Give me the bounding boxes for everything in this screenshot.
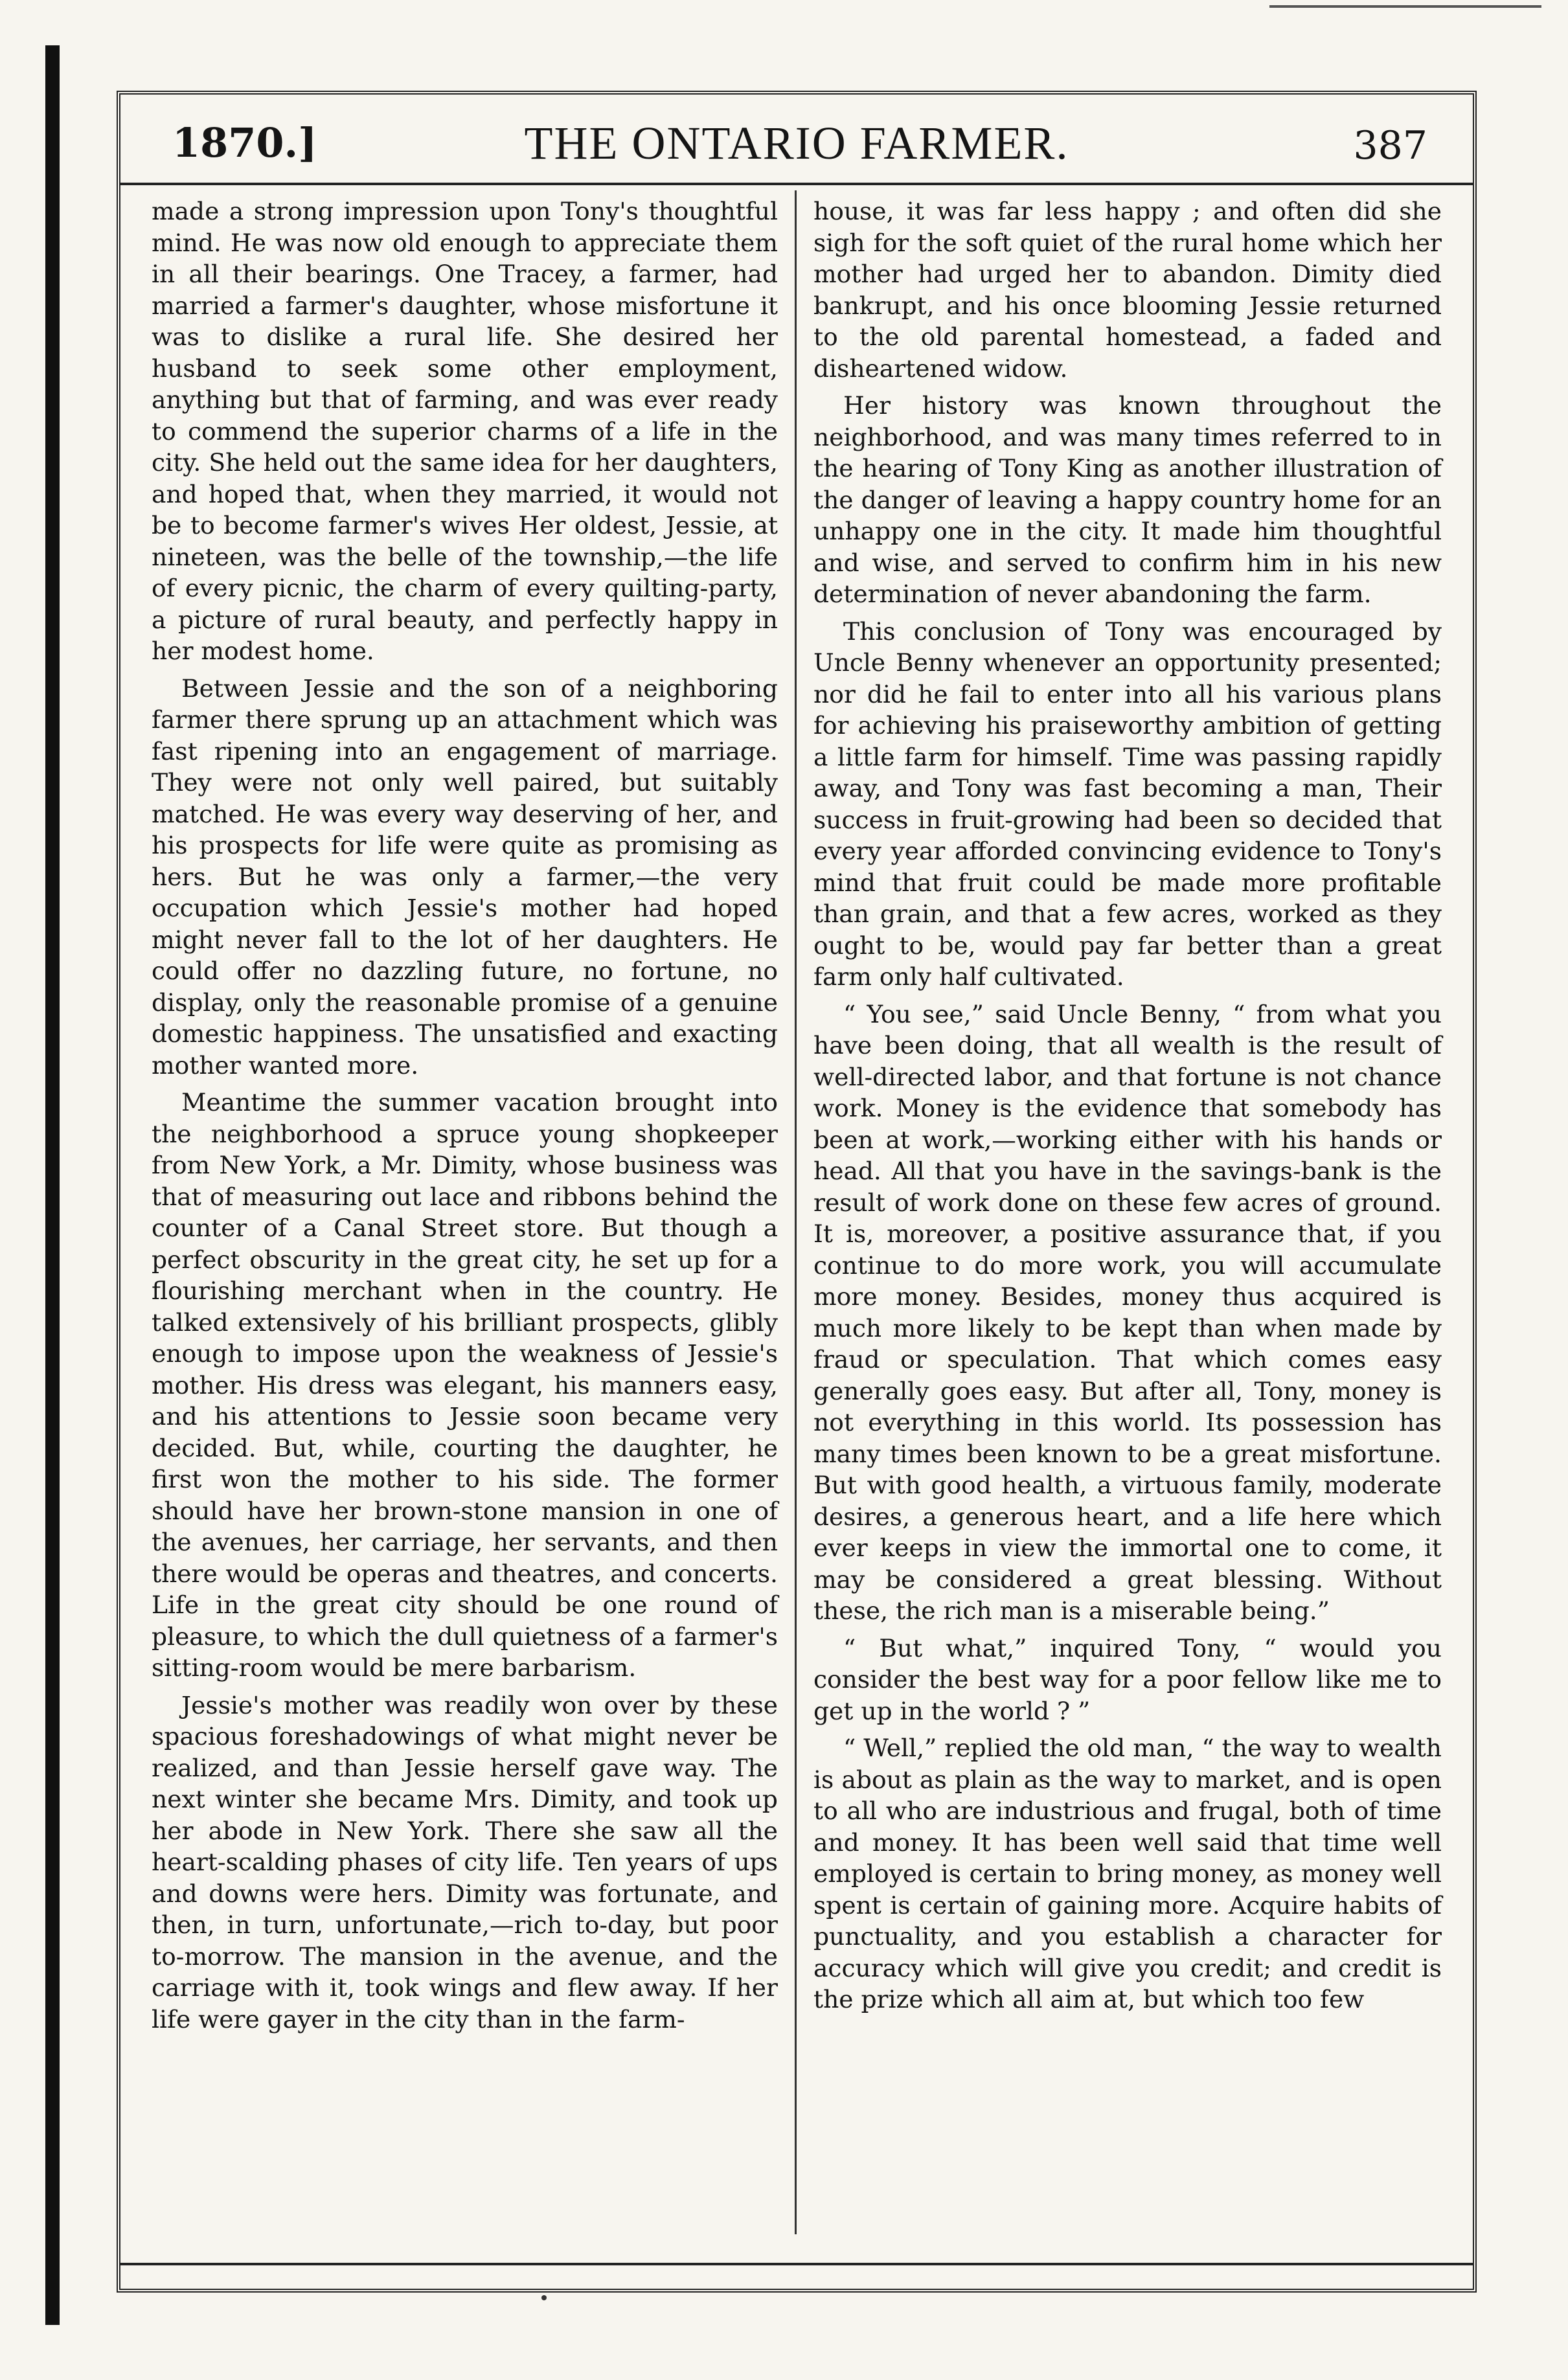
left-paragraph-3: Meantime the summer vacation brought into the neighborhood a spruce young shopkeeper from New York, a Mr. Dimity, whose business was that of measuring out lace and ribbons behind the counter of a Canal Street store. But though a perfect obscurity in the great city, he set up for a flourishing merchant when in the country. He talked extensively of his brilliant prospects, glibly enough to impose upon the weakness of Jessie's mother. His dress was elegant, his manners easy, and his attentions to Jessie soon became very decided. But, while, courting the daughter, he first won the mother to his side. The former should have her brown-stone mansion in one of the avenues, her carriage, her servants, and then there would be operas and theatres, and concerts. Life in the great city should be one round of pleasure, to which the dull quietness of a farmer's sitting-room would be mere barbarism. (152, 1088, 778, 1682)
text-columns (135, 190, 1459, 2234)
right-paragraph-2: Her history was known throughout the neighborhood, and was many times referred to in the hearing of Tony King as another illustration of the danger of leaving a happy country home for an unhappy one in the city. It made him thoughtful and wise, and served to confirm him in his new determination of never abandoning the farm. (813, 391, 1442, 608)
print-speck (541, 2295, 547, 2300)
right-paragraph-6: “ Well,” replied the old man, “ the way to wealth is about as plain as the way to market, and is open to all who are industrious and frugal, both of time and money. It has been well said that time well employed is certain to bring money, as money well spent is certain of gaining more. Acquire habits of punctuality, and you establish a character for accuracy which will give you credit; and credit is the prize which all aim at, but which too few (813, 1734, 1442, 2013)
issue-year: 1870.] (172, 119, 317, 166)
right-paragraph-5: “ But what,” inquired Tony, “ would you consider the best way for a poor fellow like me to get up in the world ? ” (813, 1633, 1442, 1725)
newspaper-page (117, 91, 1477, 2293)
top-edge-rule (1269, 5, 1541, 8)
right-paragraph-3: This conclusion of Tony was encouraged by Uncle Benny whenever an opportunity presented; nor did he fail to enter into all his various plans for achieving his praiseworthy ambition of getting a little farm for himself. Time was passing rapidly away, and Tony was fast becoming a man, Their success in fruit-growing had been so decided that every year afforded convincing evidence to Tony's mind that fruit could be made more profitable than grain, and that a few acres, worked as they ought to be, would pay far better than a great farm only half cultivated. (813, 617, 1442, 991)
binding-edge (45, 45, 60, 2325)
left-paragraph-2: Between Jessie and the son of a neighboring farmer there sprung up an attachment which was fast ripening into an engagement of marriage. They were not only well paired, but suitably matched. He was every way deserving of her, and his prospects for life were quite as promising as hers. But he was only a farmer,—the very occupation which Jessie's mother had hoped might never fall to the lot of her daughters. He could offer no dazzling future, no fortune, no display, only the reasonable promise of a genuine domestic happiness. The unsatisfied and exacting mother wanted more. (152, 674, 778, 1080)
left-paragraph-1: made a strong impression upon Tony's thoughtful mind. He was now old enough to appreciate them in all their bearings. One Tracey, a farmer, had married a farmer's daughter, whose misfortune it was to dislike a rural life. She desired her husband to seek some other employment, anything but that of farming, and was ever ready to commend the superior charms of a life in the city. She held out the same idea for her daughters, and hoped that, when they married, it would not be to become farmer's wives Her oldest, Jessie, at nineteen, was the belle of the township,—the life of every picnic, the charm of every quilting-party, a picture of rural beauty, and perfectly happy in her modest home. (152, 197, 778, 665)
page-header (120, 95, 1473, 185)
right-paragraph-1: house, it was far less happy ; and often did she sigh for the soft quiet of the rural home which her mother had urged her to abandon. Dimity died bankrupt, and his once blooming Jessie returned to the old parental homestead, a faded and disheartened widow. (813, 197, 1442, 383)
page-number: 387 (1353, 123, 1427, 168)
bottom-rule (120, 2263, 1473, 2265)
left-paragraph-4: Jessie's mother was readily won over by these spacious foreshadowings of what might never be realized, and than Jessie herself gave way. The next winter she became Mrs. Dimity, and took up her abode in New York. There she saw all the heart-scalding phases of city life. Ten years of ups and downs were hers. Dimity was fortunate, and then, in turn, unfortunate,—rich to-day, but poor to-morrow. The mansion in the avenue, and the carriage with it, took wings and flew away. If her life were gayer in the city than in the farm- (152, 1690, 778, 2034)
right-column (797, 190, 1459, 2234)
left-column (135, 190, 797, 2234)
publication-title: THE ONTARIO FARMER. (524, 117, 1069, 169)
right-paragraph-4: “ You see,” said Uncle Benny, “ from what you have been doing, that all wealth is the result of well-directed labor, and that fortune is not chance work. Money is the evidence that somebody has been at work,—working either with his hands or head. All that you have in the savings-bank is the result of work done on these few acres of ground. It is, moreover, a positive assurance that, if you continue to do more work, you will accumulate more money. Besides, money thus acquired is much more likely to be kept than when made by fraud or speculation. That which comes easy generally goes easy. But after all, Tony, money is not everything in this world. Its possession has many times been known to be a great misfortune. But with good health, a virtuous family, moderate desires, a generous heart, and a life here which ever keeps in view the immortal one to come, it may be considered a great blessing. Without these, the rich man is a miserable being.” (813, 999, 1442, 1625)
